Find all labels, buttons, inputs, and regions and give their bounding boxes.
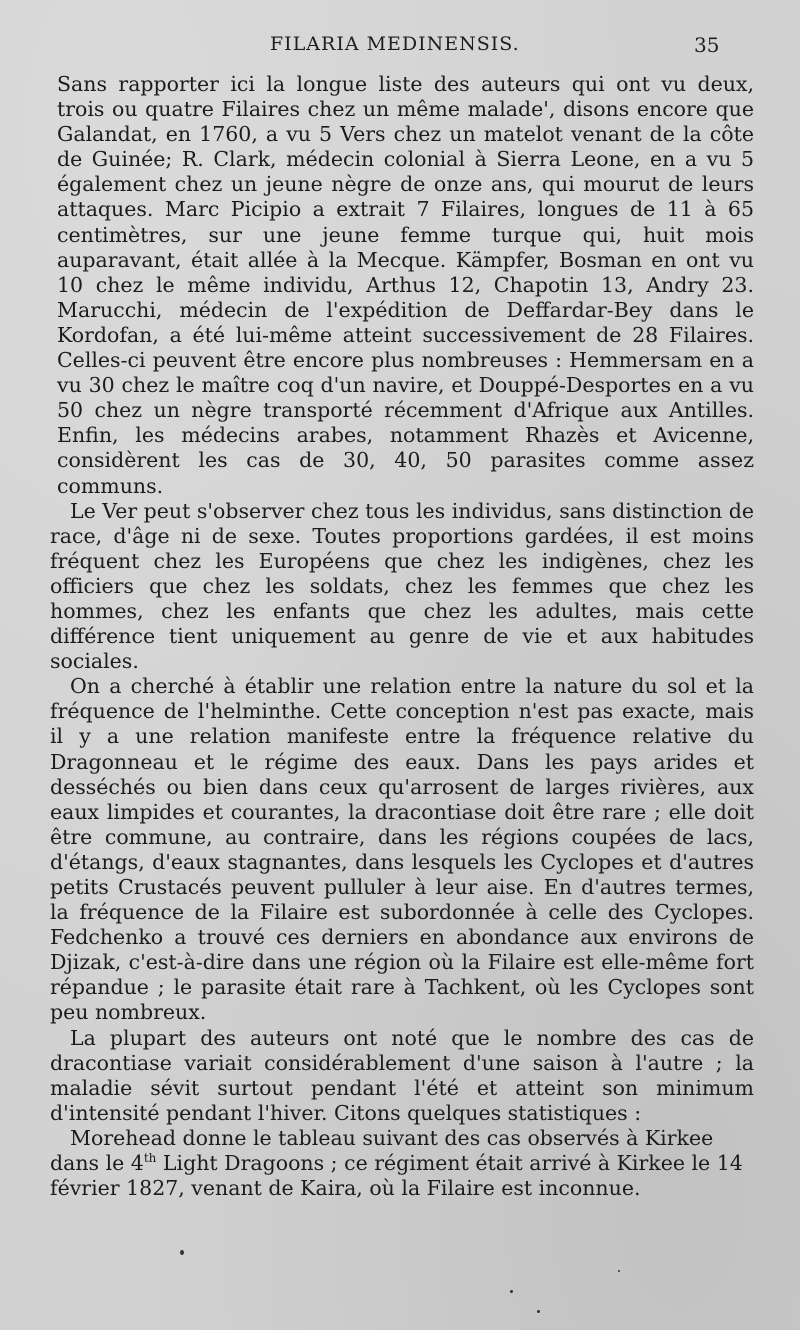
ordinal-superscript: th [143, 1151, 157, 1166]
paragraph-1: Sans rapporter ici la longue liste des auteurs qui ont vu deux, trois ou quatre Filaires chez un même malade', disons encore que Galandat, en 1760, a vu 5 Vers chez un matelot venant de la côte de Guinée; R. Clark, médecin colonial à Sierra Leone, en a vu 5 également chez un jeune nègre de onze ans, qui mourut de leurs attaques. Marc Picipio a extrait 7 Filaires, longues de 11 à 65 centimètres, sur une jeune femme turque qui, huit mois auparavant, était allée à la Mecque. Kämpfer, Bosman en ont vu 10 chez le même individu, Arthus 12, Chapotin 13, Andry 23. Marucchi, médecin de l'expédition de Deffardar-Bey dans le Kordofan, a été lui-même atteint successivement de 28 Filaires. Celles-ci peuvent être encore plus nombreuses : Hemmersam en a vu 30 chez le maître coq d'un navire, et Douppé-Desportes en a vu 50 chez un nègre transporté récemment d'Afrique aux Antilles. Enfin, les médecins arabes, notamment Rhazès et Avicenne, considèrent les cas de 30, 40, 50 parasites comme assez communs. [57, 72, 754, 498]
paragraph-5-text-a: Morehead donne le tableau suivant des cas observés à Kirkee dans le 4 [50, 1125, 714, 1176]
paragraph-2: Le Ver peut s'observer chez tous les individus, sans distinction de race, d'âge ni de sexe. Toutes proportions gardées, il est moins fréquent chez les Européens que chez les indigènes, chez les officiers que chez les soldats, chez les femmes que chez les hommes, chez les enfants que chez les adultes, mais cette différence tient uniquement au genre de vie et aux habitudes sociales. [50, 498, 754, 674]
paragraph-3: On a cherché à établir une relation entre la nature du sol et la fréquence de l'helminthe. Cette conception n'est pas exacte, mais il y a une relation manifeste entre la fréquence relative du Dragonneau et le régime des eaux. Dans les pays arides et desséchés ou bien dans ceux qu'arrosent de larges rivières, aux eaux limpides et courantes, la dracontiase doit être rare ; elle doit être commune, au contraire, dans les régions coupées de lacs, d'étangs, d'eaux stagnantes, dans lesquels les Cyclopes et d'autres petits Crustacés peuvent pulluler à leur aise. En d'autres termes, la fréquence de la Filaire est subordonnée à celle des Cyclopes. Fedchenko a trouvé ces derniers en abondance aux environs de Djizak, c'est-à-dire dans une région où la Filaire est elle-même fort répandue ; le parasite était rare à Tachkent, où les Cyclopes sont peu nombreux. [50, 674, 754, 1025]
body-text [50, 72, 754, 1201]
paragraph-5 [50, 1126, 754, 1201]
ink-speck [510, 1290, 513, 1293]
paragraph-4: La plupart des auteurs ont noté que le nombre des cas de dracontiase variait considérablement d'une saison à l'autre ; la maladie sévit surtout pendant l'été et atteint son minimum d'intensité pendant l'hiver. Citons quelques statistiques : [50, 1025, 754, 1125]
page-number: 35 [694, 33, 720, 57]
paragraph-5-text-b: Light Dragoons ; ce régiment était arrivé à Kirkee le 14 février 1827, venant de Kaira, où la Filaire est inconnue. [50, 1151, 743, 1201]
ink-speck [180, 1250, 184, 1255]
running-title: FILARIA MEDINENSIS. [270, 33, 520, 55]
ink-speck [537, 1310, 540, 1313]
ink-speck [618, 1270, 620, 1272]
